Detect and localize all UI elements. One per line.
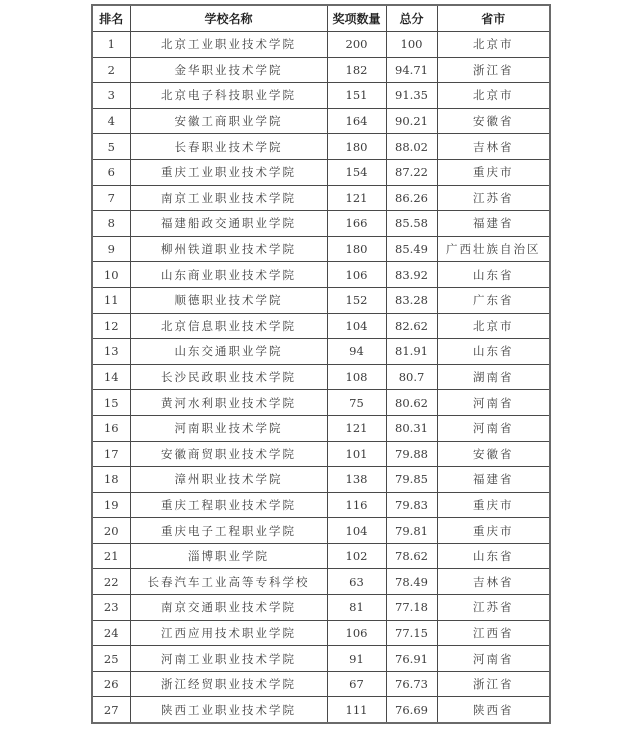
cell-province: 福建省	[437, 467, 550, 493]
table-row	[92, 313, 550, 339]
cell-province: 湖南省	[437, 364, 550, 390]
cell-school: 江西应用技术职业学院	[130, 620, 327, 646]
cell-rank: 10	[92, 262, 130, 288]
cell-school: 重庆电子工程职业学院	[130, 518, 327, 544]
table-row	[92, 262, 550, 288]
cell-school: 南京工业职业技术学院	[130, 185, 327, 211]
cell-school: 浙江经贸职业技术学院	[130, 671, 327, 697]
cell-school: 北京信息职业技术学院	[130, 313, 327, 339]
table-row	[92, 159, 550, 185]
cell-province: 重庆市	[437, 492, 550, 518]
cell-score: 76.69	[386, 697, 437, 723]
cell-awards: 91	[327, 646, 386, 672]
header-row	[92, 5, 550, 32]
cell-rank: 3	[92, 83, 130, 109]
header-score: 总分	[386, 5, 437, 32]
cell-province: 安徽省	[437, 108, 550, 134]
cell-score: 91.35	[386, 83, 437, 109]
cell-province: 山东省	[437, 262, 550, 288]
cell-rank: 18	[92, 467, 130, 493]
cell-province: 江苏省	[437, 595, 550, 621]
cell-awards: 111	[327, 697, 386, 723]
cell-province: 北京市	[437, 32, 550, 58]
cell-province: 河南省	[437, 415, 550, 441]
table-row	[92, 467, 550, 493]
cell-awards: 102	[327, 543, 386, 569]
cell-province: 河南省	[437, 646, 550, 672]
cell-awards: 164	[327, 108, 386, 134]
cell-score: 86.26	[386, 185, 437, 211]
table-row	[92, 492, 550, 518]
ranking-table	[91, 4, 551, 724]
cell-school: 河南工业职业技术学院	[130, 646, 327, 672]
cell-province: 重庆市	[437, 518, 550, 544]
cell-awards: 104	[327, 313, 386, 339]
cell-rank: 15	[92, 390, 130, 416]
cell-province: 江苏省	[437, 185, 550, 211]
cell-rank: 12	[92, 313, 130, 339]
cell-province: 山东省	[437, 339, 550, 365]
cell-score: 90.21	[386, 108, 437, 134]
cell-school: 长春汽车工业高等专科学校	[130, 569, 327, 595]
cell-awards: 166	[327, 211, 386, 237]
cell-province: 陕西省	[437, 697, 550, 723]
cell-awards: 101	[327, 441, 386, 467]
table-row	[92, 390, 550, 416]
cell-school: 北京工业职业技术学院	[130, 32, 327, 58]
cell-awards: 151	[327, 83, 386, 109]
cell-school: 淄博职业学院	[130, 543, 327, 569]
table-row	[92, 287, 550, 313]
cell-province: 浙江省	[437, 57, 550, 83]
cell-rank: 22	[92, 569, 130, 595]
table-row	[92, 569, 550, 595]
cell-rank: 14	[92, 364, 130, 390]
cell-score: 80.7	[386, 364, 437, 390]
cell-province: 福建省	[437, 211, 550, 237]
cell-rank: 4	[92, 108, 130, 134]
cell-awards: 182	[327, 57, 386, 83]
cell-province: 河南省	[437, 390, 550, 416]
cell-school: 漳州职业技术学院	[130, 467, 327, 493]
table-row	[92, 543, 550, 569]
cell-school: 福建船政交通职业学院	[130, 211, 327, 237]
cell-school: 南京交通职业技术学院	[130, 595, 327, 621]
cell-score: 80.31	[386, 415, 437, 441]
cell-school: 柳州铁道职业技术学院	[130, 236, 327, 262]
cell-school: 重庆工程职业技术学院	[130, 492, 327, 518]
cell-score: 80.62	[386, 390, 437, 416]
cell-awards: 75	[327, 390, 386, 416]
cell-score: 81.91	[386, 339, 437, 365]
cell-school: 山东商业职业技术学院	[130, 262, 327, 288]
cell-score: 76.73	[386, 671, 437, 697]
cell-score: 79.81	[386, 518, 437, 544]
cell-score: 82.62	[386, 313, 437, 339]
table-row	[92, 595, 550, 621]
cell-school: 安徽商贸职业技术学院	[130, 441, 327, 467]
table-row	[92, 83, 550, 109]
cell-rank: 21	[92, 543, 130, 569]
cell-school: 河南职业技术学院	[130, 415, 327, 441]
cell-province: 广西壮族自治区	[437, 236, 550, 262]
header-rank: 排名	[92, 5, 130, 32]
table-row	[92, 697, 550, 723]
cell-score: 78.49	[386, 569, 437, 595]
cell-school: 长春职业技术学院	[130, 134, 327, 160]
cell-awards: 152	[327, 287, 386, 313]
table-row	[92, 671, 550, 697]
cell-awards: 154	[327, 159, 386, 185]
cell-school: 重庆工业职业技术学院	[130, 159, 327, 185]
cell-rank: 2	[92, 57, 130, 83]
cell-score: 83.92	[386, 262, 437, 288]
table-row	[92, 185, 550, 211]
table-row	[92, 646, 550, 672]
cell-rank: 20	[92, 518, 130, 544]
cell-awards: 180	[327, 236, 386, 262]
cell-school: 北京电子科技职业学院	[130, 83, 327, 109]
cell-score: 79.85	[386, 467, 437, 493]
cell-awards: 81	[327, 595, 386, 621]
cell-rank: 27	[92, 697, 130, 723]
cell-awards: 121	[327, 415, 386, 441]
cell-rank: 23	[92, 595, 130, 621]
cell-school: 黄河水利职业技术学院	[130, 390, 327, 416]
cell-awards: 63	[327, 569, 386, 595]
cell-rank: 25	[92, 646, 130, 672]
cell-rank: 6	[92, 159, 130, 185]
cell-school: 安徽工商职业学院	[130, 108, 327, 134]
cell-rank: 17	[92, 441, 130, 467]
table-row	[92, 620, 550, 646]
cell-rank: 7	[92, 185, 130, 211]
cell-awards: 138	[327, 467, 386, 493]
header-school: 学校名称	[130, 5, 327, 32]
cell-awards: 106	[327, 620, 386, 646]
cell-rank: 5	[92, 134, 130, 160]
cell-awards: 67	[327, 671, 386, 697]
table-row	[92, 441, 550, 467]
cell-score: 100	[386, 32, 437, 58]
table-row	[92, 364, 550, 390]
table-row	[92, 236, 550, 262]
cell-awards: 121	[327, 185, 386, 211]
cell-province: 广东省	[437, 287, 550, 313]
cell-province: 江西省	[437, 620, 550, 646]
cell-awards: 116	[327, 492, 386, 518]
cell-score: 79.83	[386, 492, 437, 518]
cell-school: 顺德职业技术学院	[130, 287, 327, 313]
table-row	[92, 339, 550, 365]
cell-awards: 200	[327, 32, 386, 58]
header-awards: 奖项数量	[327, 5, 386, 32]
cell-school: 山东交通职业学院	[130, 339, 327, 365]
table-row	[92, 415, 550, 441]
cell-awards: 180	[327, 134, 386, 160]
cell-rank: 1	[92, 32, 130, 58]
cell-province: 浙江省	[437, 671, 550, 697]
cell-score: 77.18	[386, 595, 437, 621]
cell-awards: 106	[327, 262, 386, 288]
cell-score: 77.15	[386, 620, 437, 646]
cell-rank: 9	[92, 236, 130, 262]
cell-score: 76.91	[386, 646, 437, 672]
cell-score: 85.58	[386, 211, 437, 237]
table-row	[92, 108, 550, 134]
cell-province: 安徽省	[437, 441, 550, 467]
table-row	[92, 518, 550, 544]
cell-rank: 11	[92, 287, 130, 313]
cell-score: 94.71	[386, 57, 437, 83]
table-row	[92, 211, 550, 237]
cell-rank: 19	[92, 492, 130, 518]
cell-score: 79.88	[386, 441, 437, 467]
table-body	[92, 32, 550, 724]
table-row	[92, 134, 550, 160]
cell-awards: 94	[327, 339, 386, 365]
cell-province: 吉林省	[437, 569, 550, 595]
cell-score: 83.28	[386, 287, 437, 313]
cell-score: 78.62	[386, 543, 437, 569]
cell-school: 长沙民政职业技术学院	[130, 364, 327, 390]
cell-rank: 24	[92, 620, 130, 646]
cell-province: 重庆市	[437, 159, 550, 185]
cell-score: 85.49	[386, 236, 437, 262]
cell-province: 山东省	[437, 543, 550, 569]
header-province: 省市	[437, 5, 550, 32]
cell-score: 87.22	[386, 159, 437, 185]
table-row	[92, 57, 550, 83]
cell-school: 陕西工业职业技术学院	[130, 697, 327, 723]
cell-province: 北京市	[437, 313, 550, 339]
cell-province: 吉林省	[437, 134, 550, 160]
cell-rank: 8	[92, 211, 130, 237]
cell-awards: 104	[327, 518, 386, 544]
cell-score: 88.02	[386, 134, 437, 160]
cell-province: 北京市	[437, 83, 550, 109]
cell-awards: 108	[327, 364, 386, 390]
table-row	[92, 32, 550, 58]
cell-rank: 16	[92, 415, 130, 441]
cell-rank: 13	[92, 339, 130, 365]
cell-school: 金华职业技术学院	[130, 57, 327, 83]
cell-rank: 26	[92, 671, 130, 697]
